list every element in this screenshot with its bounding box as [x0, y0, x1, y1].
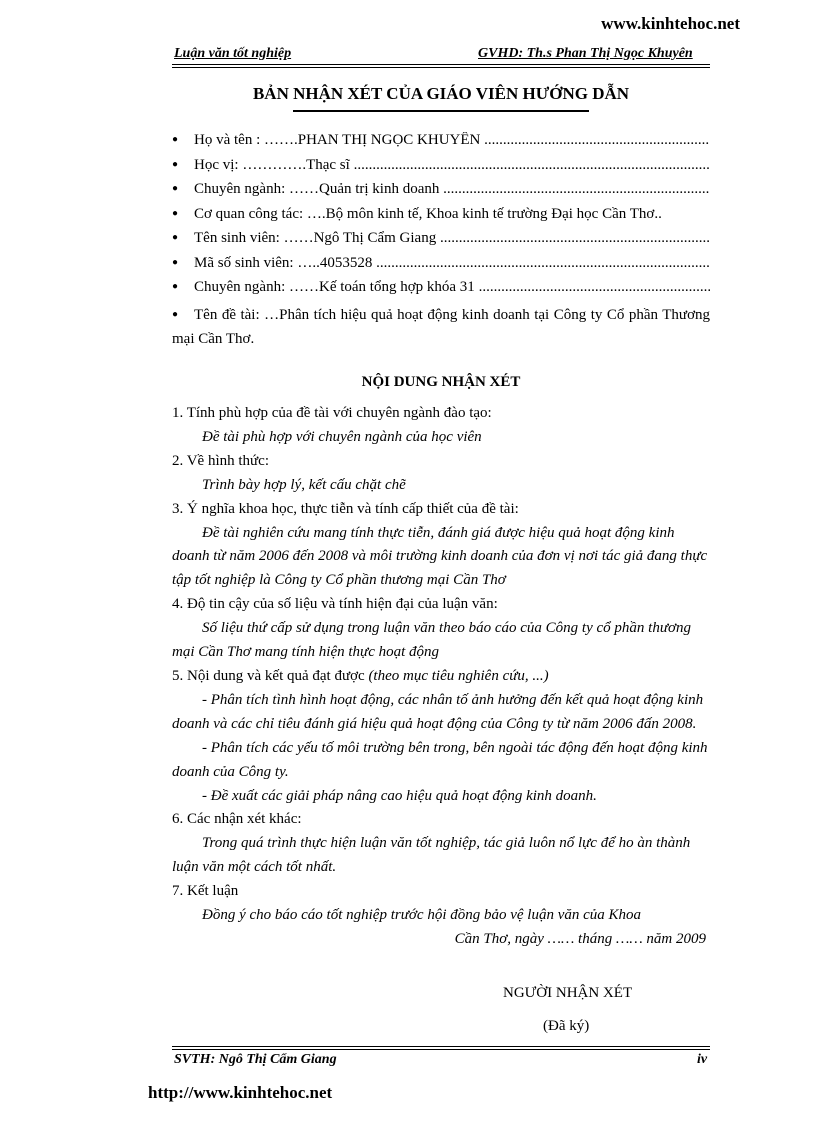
bullet-icon: ● [172, 183, 179, 194]
item-text: Trong quá trình thực hiện luận văn tốt nghiệp, tác giả luôn nổ lực để ho àn thành luận văn một cách tốt nhất. [172, 835, 691, 876]
item-heading: 6. Các nhận xét khác: [172, 811, 302, 828]
reviewer-signature: (Đã ký) [543, 1018, 590, 1034]
bullet-icon: ● [172, 134, 179, 145]
bullet-icon: ● [172, 207, 179, 219]
info-item-student-major [172, 279, 710, 304]
info-text: Chuyên ngành: ……Kế toán tổng hợp khóa 31 ..... [194, 279, 710, 296]
item-heading: 7. Kết luận [172, 883, 239, 900]
item-text: Đồng ý cho báo cáo tốt nghiệp trước hội đồng bảo vệ luận văn của Khoa [202, 907, 642, 924]
item-heading: 3. Ý nghĩa khoa học, thực tiễn và tính cấp thiết của đề tài: [172, 500, 519, 517]
header-divider [172, 64, 710, 65]
section-title: NỘI DUNG NHẬN XÉT [361, 374, 521, 390]
info-text: Cơ quan công tác: ….Bộ môn kinh tế, Khoa kinh tế trường Đại học Cần Thơ.. [194, 205, 662, 222]
item-text: Trình bày hợp lý, kết cấu chặt chẽ [202, 476, 406, 493]
item-heading-text: 5. Nội dung và kết quả đạt được [172, 667, 365, 684]
item-text: - Phân tích các yếu tố môi trường bên trong, bên ngoài tác động đến hoạt động kinh doanh của Công ty. [172, 739, 708, 780]
item-heading: 4. Độ tin cậy của số liệu và tính hiện đại của luận văn: [172, 596, 498, 613]
review-content [172, 402, 710, 952]
bullet-icon: ● [172, 232, 179, 243]
info-list [172, 132, 710, 350]
info-item-student-id [172, 255, 710, 280]
bullet-icon: ● [172, 158, 179, 170]
info-item-workplace [172, 206, 710, 231]
footer-divider [172, 1046, 710, 1047]
item-text: Đề tài phù hợp với chuyên ngành của học viên [202, 428, 482, 445]
bottom-site-url[interactable]: http://www.kinhtehoc.net [148, 1083, 333, 1102]
bullet-icon: ● [172, 256, 179, 268]
info-item-degree [172, 157, 710, 182]
page-title: BẢN NHẬN XÉT CỦA GIÁO VIÊN HƯỚNG DẪN [252, 84, 630, 103]
title-underline [293, 110, 589, 112]
item-heading: 2. Về hình thức: [172, 452, 270, 469]
item-text: - Đề xuất các giải pháp nâng cao hiệu quả hoạt động kinh doanh. [202, 787, 597, 804]
header-advisor-label: GVHD: Th.s Phan Thị Ngọc Khuyên [478, 46, 693, 61]
header-thesis-label: Luận văn tốt nghiệp [174, 46, 292, 61]
info-text: Họ và tên : …….PHAN THỊ NGỌC KHUYÊN ..... [194, 132, 710, 149]
info-item-advisor-major [172, 181, 710, 206]
footer-student-label: SVTH: Ngô Thị Cẩm Giang [174, 1052, 337, 1067]
info-text: Mã số sinh viên: …..4053528 ..... [194, 255, 710, 272]
item-heading-note: (theo mục tiêu nghiên cứu, ...) [368, 667, 549, 684]
top-site-url[interactable]: www.kinhtehoc.net [601, 14, 740, 33]
bullet-icon: ● [172, 281, 179, 292]
info-text: Tên sinh viên: ……Ngô Thị Cẩm Giang ..... [194, 230, 710, 247]
info-text: Chuyên ngành: ……Quản trị kinh doanh ..... [194, 181, 710, 198]
item-heading: 1. Tính phù hợp của đề tài với chuyên ngành đào tạo: [172, 405, 492, 421]
header-divider-secondary [172, 67, 710, 68]
item-text: Đề tài nghiên cứu mang tính thực tiễn, đánh giá được hiệu quả hoạt động kinh doanh từ năm 2006 đến 2008 và môi trường kinh doanh của đơn vị nơi tác giả đang thực tập tốt nghiệp là Công ty Cổ phần thương mại Cần Thơ [172, 524, 708, 589]
info-item-topic [172, 304, 710, 350]
item-text: - Phân tích tình hình hoạt động, các nhân tố ảnh hưởng đến kết quả hoạt động kinh doanh và các chỉ tiêu đánh giá hiệu quả hoạt động của Công ty từ năm 2006 đấn 2008. [172, 691, 704, 732]
item-heading [172, 665, 710, 689]
item-text: Số liệu thứ cấp sử dụng trong luận văn theo báo cáo của Công ty cổ phần thương mại Cần Thơ mang tính hiện thực hoạt động [172, 620, 692, 661]
bullet-icon: ● [172, 308, 179, 320]
footer-page-number: iv [697, 1052, 708, 1067]
reviewer-label: NGƯỜI NHẬN XÉT [503, 985, 633, 1001]
info-item-advisor-name [172, 132, 710, 157]
info-item-student-name [172, 230, 710, 255]
info-text: Tên đề tài: …Phân tích hiệu quả hoạt động kinh doanh tại Công ty Cổ phần Thương mại Cần Thơ. [172, 306, 710, 347]
footer-divider-secondary [172, 1049, 710, 1050]
date-line: Cần Thơ, ngày …… tháng …… năm 2009 [454, 930, 706, 947]
info-text: Học vị: ………….Thạc sĩ ..... [194, 157, 710, 174]
